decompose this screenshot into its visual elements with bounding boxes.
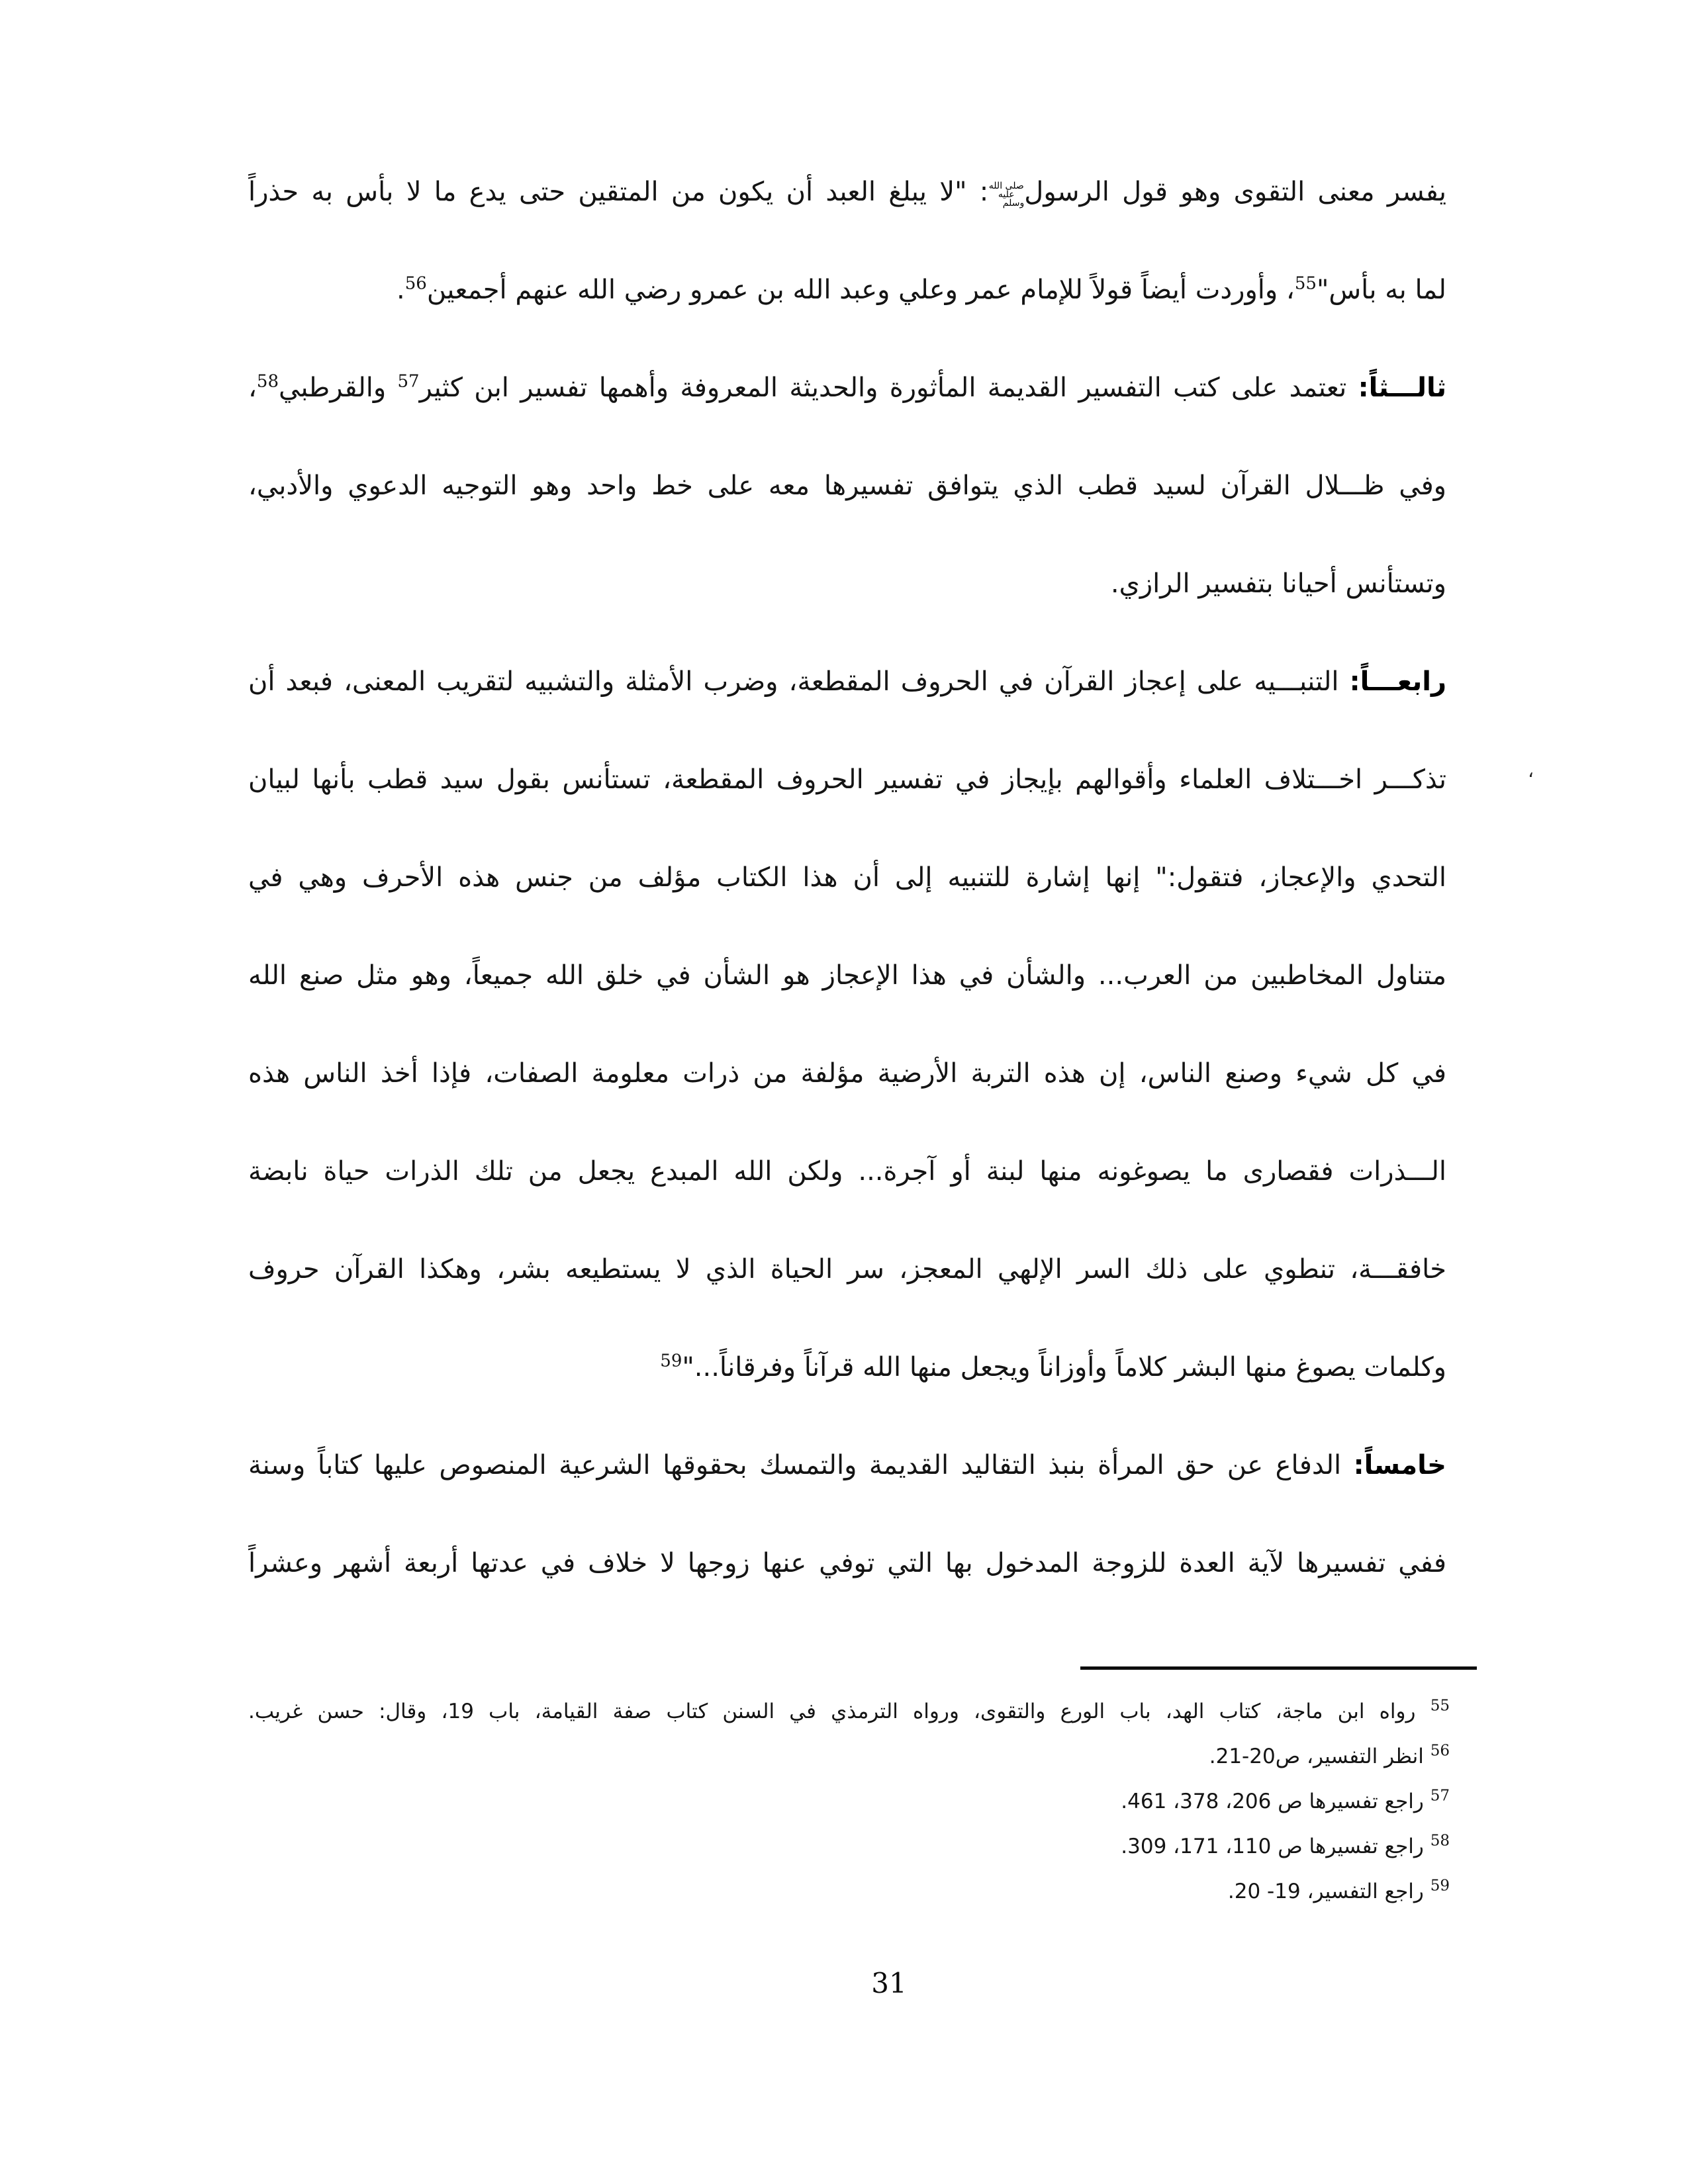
body-line-text: التنبـــيه على إعجاز القرآن في الحروف المقطعة، وضرب الأمثلة والتشبيه لتقريب المعنى، فبعد أن (248, 666, 1350, 697)
list-lead-word: رابعـــاً: (1349, 666, 1446, 697)
body-line (248, 731, 1446, 829)
body-line-text: متناول المخاطبين من العرب... والشأن في هذا الإعجاز هو الشأن في خلق الله جميعاً، وهو مثل صنع الله (248, 960, 1446, 991)
body-line (248, 535, 1446, 633)
body-line-text: الـــذرات فقصارى ما يصوغونه منها لبنة أو آجرة... ولكن الله المبدع يجعل من تلك الذرات حياة نابضة (248, 1156, 1446, 1187)
footnote-item (248, 1779, 1450, 1824)
footnote-item (248, 1869, 1450, 1914)
footnote-number: 58 (1430, 1832, 1450, 1850)
body-line (248, 927, 1446, 1024)
page-number: 31 (871, 1967, 907, 1999)
body-line-text: لما به بأس" (1316, 275, 1446, 305)
footnote-text: راجع تفسيرها ص 206،‏ 378،‏ 461. (1121, 1790, 1430, 1813)
body-line-text: وفي ظـــلال القرآن لسيد قطب الذي يتوافق تفسيرها معه على خط واحد وهو التوجيه الدعوي والأدبي، (248, 471, 1446, 501)
body-line (248, 1416, 1446, 1514)
footnote-text: راجع تفسيرها ص 110،‏ 171،‏ 309. (1121, 1835, 1430, 1858)
body-line-text: الدفاع عن حق المرأة بنبذ التقاليد القديمة والتمسك بحقوقها الشرعية المنصوص عليها كتاباً وسنة (248, 1450, 1354, 1480)
footnote-text: رواه ابن ماجة، كتاب الهد، باب الورع والتقوى، ورواه الترمذي في السنن كتاب صفة القيامة، باب 19، وقال: حسن غريب. (248, 1700, 1430, 1723)
body-line (248, 1514, 1446, 1612)
footnote-ref-56: 56 (404, 273, 427, 294)
pbuh-seal-symbol: صلى الله عليه وسلم (988, 181, 1025, 208)
footnote-number: 57 (1430, 1787, 1450, 1805)
footnote-item (248, 1689, 1450, 1734)
body-line-text: ففي تفسيرها لآية العدة للزوجة المدخول بها التي توفي عنها زوجها لا خلاف في عدتها أربعة أشهر وعشراً (248, 1548, 1446, 1578)
body-line-text: خافقـــة، تنطوي على ذلك السر الإلهي المعجز، سر الحياة الذي لا يستطيعه بشر، وهكذا القرآن حروف (248, 1254, 1446, 1285)
footnote-separator-rule (1080, 1666, 1477, 1670)
footnote-number: 59 (1430, 1877, 1450, 1895)
body-line (248, 1318, 1446, 1416)
body-line (248, 1220, 1446, 1318)
list-lead-word: ثالـــثاً: (1358, 373, 1446, 403)
footnote-ref-59: 59 (660, 1351, 682, 1371)
body-line (248, 1024, 1446, 1122)
body-line-text: وتستأنس أحيانا بتفسير الرازي. (1110, 569, 1446, 599)
body-line (248, 143, 1446, 241)
footnote-text: راجع التفسير، 19‏-‏ 20. (1227, 1880, 1430, 1903)
body-line (248, 339, 1446, 437)
body-line (248, 241, 1446, 339)
body-text (248, 143, 1446, 1612)
footnote-number: 55 (1430, 1697, 1450, 1715)
footnote-ref-57: 57 (397, 371, 420, 392)
body-line (248, 633, 1446, 731)
footnote-number: 56 (1430, 1742, 1450, 1760)
body-line-text: التحدي والإعجاز، فتقول:" إنها إشارة للتنبيه إلى أن هذا الكتاب مؤلف من جنس هذه الأحرف وهي في (248, 862, 1446, 893)
body-line (248, 829, 1446, 927)
footnotes-block (248, 1689, 1450, 1914)
body-line-text: : "لا يبلغ العبد أن يكون من المتقين حتى يدع ما لا بأس به حذراً (248, 177, 989, 207)
body-line (248, 1122, 1446, 1220)
body-line-text: والقرطبي (279, 373, 398, 403)
footnote-ref-58: 58 (256, 371, 279, 392)
footnote-item (248, 1734, 1450, 1779)
body-line-text: ، وأوردت أيضاً قولاً للإمام عمر وعلي وعبد الله بن عمرو رضي الله عنهم أجمعين (426, 275, 1295, 305)
body-line-text: . (397, 275, 405, 305)
stray-ink-mark: ، (1528, 760, 1534, 782)
footnote-ref-55: 55 (1294, 273, 1317, 294)
body-line-text: في كل شيء وصنع الناس، إن هذه التربة الأرضية مؤلفة من ذرات معلومة الصفات، فإذا أخذ الناس هذه (248, 1058, 1446, 1089)
body-line-text: تذكـــر اخـــتلاف العلماء وأقوالهم بإيجاز في تفسير الحروف المقطعة، تستأنس بقول سيد قطب بأنها لبيان (248, 764, 1446, 795)
body-line-text: يفسر معنى التقوى وهو قول الرسول (1024, 177, 1446, 207)
body-line-text: وكلمات يصوغ منها البشر كلاماً وأوزاناً ويجعل منها الله قرآناً وفرقاناً..." (682, 1352, 1446, 1383)
footnote-text: انظر التفسير، ص20‏-‏21. (1209, 1745, 1430, 1768)
list-lead-word: خامساً: (1353, 1450, 1446, 1480)
body-line-text: تعتمد على كتب التفسير القديمة المأثورة والحديثة المعروفة وأهمها تفسير ابن كثير (419, 373, 1358, 403)
body-line-text: ، (248, 373, 257, 403)
body-line (248, 437, 1446, 535)
footnote-item (248, 1824, 1450, 1869)
